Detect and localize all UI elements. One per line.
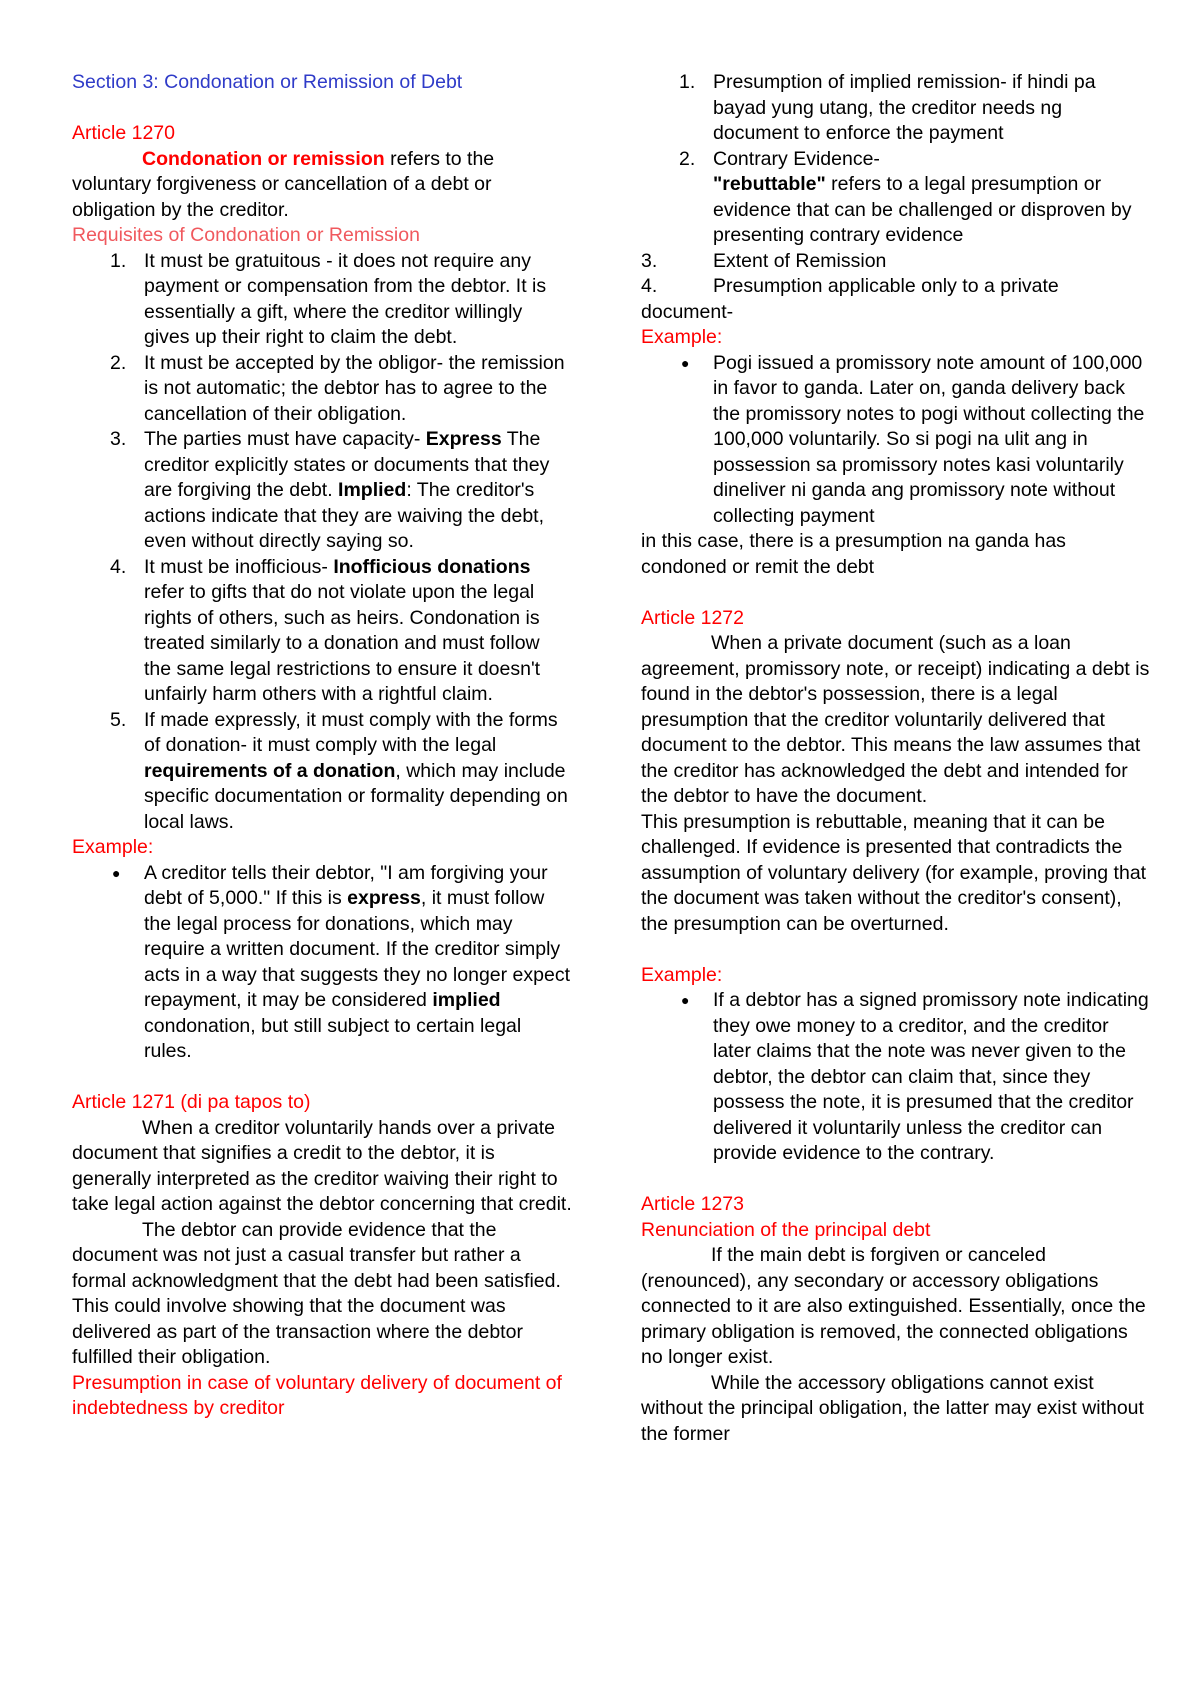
requisite-item: 3. The parties must have capacity- Express The creditor explicitly states or documents that they are forgiving the debt. Implied: The creditor's actions indicate that they are waiving the debt, even without directly saying so. bbox=[110, 428, 550, 552]
bullet-icon: ● bbox=[681, 992, 690, 1008]
example-label: Example: bbox=[72, 836, 154, 858]
article-1270-heading: Article 1270 bbox=[72, 122, 175, 144]
right-column bbox=[641, 70, 1151, 1447]
article-1273-heading: Article 1273 bbox=[641, 1193, 744, 1215]
example-item: ● Pogi issued a promissory note amount of 100,000 in favor to ganda. Later on, ganda delivery back the promissory notes to pogi without collecting the 100,000 voluntarily. So si pogi na ulit ang in possession sa promissory notes kasi voluntarily dineliver ni ganda ang promissory note without collecting payment bbox=[681, 351, 1145, 527]
bullet-icon: ● bbox=[112, 864, 121, 881]
left-column bbox=[72, 70, 572, 1422]
presumption-item-3: 3. Extent of Remission bbox=[641, 249, 887, 272]
requisite-item: 1. It must be gratuitous - it does not require any payment or compensation from the debtor. It is essentially a gift, where the creditor willingly gives up their right to claim the debt. bbox=[110, 249, 547, 348]
presumption-item: 1. Presumption of implied remission- if hindi pa bayad yung utang, the creditor needs ng document to enforce the payment bbox=[679, 71, 1096, 144]
requisite-item: 5. If made expressly, it must comply with the forms of donation- it must comply with the legal requirements of a donation, which may include specific documentation or formality depending on local laws. bbox=[110, 708, 568, 833]
example-label: Example: bbox=[641, 326, 723, 348]
example-list bbox=[641, 351, 1151, 530]
presumption-heading: Presumption in case of voluntary delivery of document of indebtedness by creditor bbox=[72, 1371, 562, 1419]
article-1271-paragraph: The debtor can provide evidence that the document was not just a casual transfer but rather a formal acknowledgment that the debt had been satisfied. This could involve showing that the document was delivered as part of the transaction where the debtor fulfilled their obligation. bbox=[72, 1218, 561, 1368]
article-1270-definition: Condonation or remission refers to the voluntary forgiveness or cancellation of a debt or obligation by the creditor. bbox=[72, 147, 495, 221]
requisites-heading: Requisites of Condonation or Remission bbox=[72, 224, 420, 246]
example-item: ● If a debtor has a signed promissory note indicating they owe money to a creditor, and the creditor later claims that the note was never given to the debtor, the debtor can claim that, since they possess the note, it is presumed that the creditor delivered it voluntarily unless the creditor can provide evidence to the contrary. bbox=[681, 989, 1149, 1164]
example-list bbox=[641, 988, 1151, 1167]
bullet-icon: ● bbox=[681, 354, 690, 371]
presumption-list bbox=[641, 70, 1151, 249]
article-1271-heading: Article 1271 (di pa tapos to) bbox=[72, 1091, 311, 1113]
presumption-item: 2. Contrary Evidence- "rebuttable" refers to a legal presumption or evidence that can be challenged or disproven by presenting contrary evidence bbox=[679, 147, 1132, 246]
article-1273-subheading: Renunciation of the principal debt bbox=[641, 1218, 931, 1241]
article-1272-paragraph: This presumption is rebuttable, meaning that it can be challenged. If evidence is presented that contradicts the assumption of voluntary delivery (for example, proving that the document was taken without the creditor's consent), the presumption can be overturned. bbox=[641, 810, 1147, 935]
section-title: Section 3: Condonation or Remission of Debt bbox=[72, 71, 463, 93]
example-label: Example: bbox=[641, 963, 723, 986]
requisite-item: 2. It must be accepted by the obligor- the remission is not automatic; the debtor has to agree to the cancellation of their obligation. bbox=[110, 351, 565, 425]
example-item: ● A creditor tells their debtor, "I am forgiving your debt of 5,000." If this is express, it must follow the legal process for donations, which may require a written document. If the creditor simply acts in a way that suggests they no longer expect repayment, it may be considered implied condonation, but still subject to certain legal rules. bbox=[112, 861, 571, 1062]
example-conclusion: in this case, there is a presumption na ganda has condoned or remit the debt bbox=[641, 530, 1066, 578]
article-1272-heading: Article 1272 bbox=[641, 606, 744, 629]
article-1271-paragraph: When a creditor voluntarily hands over a private document that signifies a credit to the debtor, it is generally interpreted as the creditor waiving their right to take legal action against the debtor concerning that credit. bbox=[72, 1116, 572, 1215]
example-list bbox=[72, 861, 572, 1065]
presumption-item-4: 4. Presumption applicable only to a private document- bbox=[641, 275, 1059, 323]
article-1272-paragraph: When a private document (such as a loan agreement, promissory note, or receipt) indicating a debt is found in the debtor's possession, there is a legal presumption that the creditor voluntarily delivered that document to the debtor. This means the law assumes that the creditor has acknowledged the debt and intended for the debtor to have the document. bbox=[641, 632, 1150, 807]
requisite-item: 4. It must be inofficious- Inofficious donations refer to gifts that do not violate upon the legal rights of others, such as heirs. Condonation is treated similarly to a donation and must follow the same legal restrictions to ensure it doesn't unfairly harm others with a rightful claim. bbox=[110, 555, 541, 705]
article-1273-paragraph: While the accessory obligations cannot exist without the principal obligation, the latter may exist without the former bbox=[641, 1371, 1144, 1445]
article-1273-paragraph: If the main debt is forgiven or canceled (renounced), any secondary or accessory obligations connected to it are also extinguished. Essentially, once the primary obligation is removed, the connected obligations no longer exist. bbox=[641, 1244, 1146, 1368]
term-condonation: Condonation or remission bbox=[142, 147, 385, 170]
requisites-list bbox=[72, 249, 572, 836]
